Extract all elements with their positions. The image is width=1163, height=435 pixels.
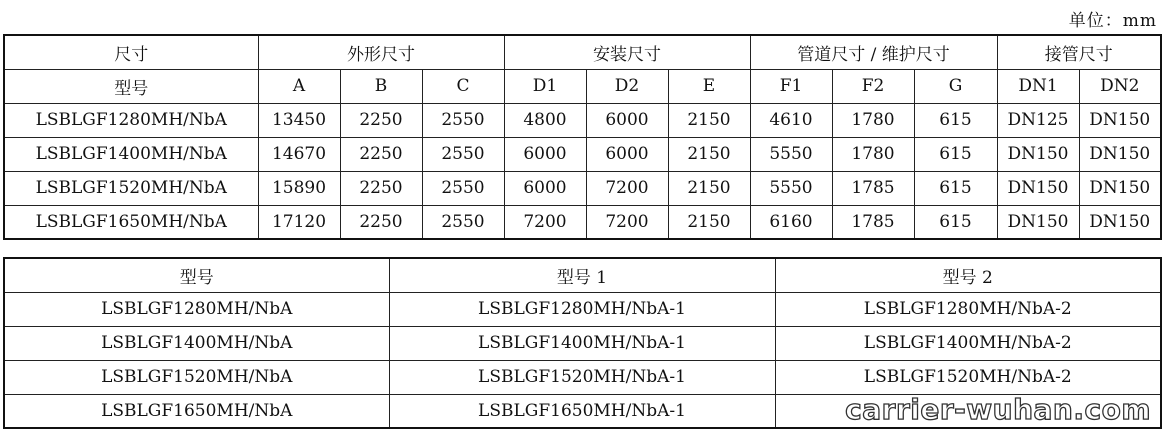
value-cell: 6000 [504, 137, 586, 171]
value-cell: 4610 [750, 103, 832, 137]
header-cell: 接管尺寸 [997, 35, 1161, 69]
header-cell: C [422, 69, 504, 103]
value-cell: 2550 [422, 137, 504, 171]
value-cell: 2550 [422, 205, 504, 239]
value-cell: 5550 [750, 171, 832, 205]
header-cell: 型号 [4, 258, 389, 292]
watermark-text: carrier-wuhan.com [845, 393, 1151, 426]
value-cell: 7200 [586, 171, 668, 205]
model-cell: LSBLGF1650MH/NbA [4, 205, 258, 239]
model-2-cell: LSBLGF1520MH/NbA-2 [775, 360, 1161, 394]
value-cell: 2150 [668, 205, 750, 239]
model-1-cell: LSBLGF1650MH/NbA-1 [389, 394, 775, 428]
model-cell: LSBLGF1520MH/NbA [4, 360, 389, 394]
model-cell: LSBLGF1280MH/NbA [4, 103, 258, 137]
header-cell: 外形尺寸 [258, 35, 504, 69]
header-cell: D1 [504, 69, 586, 103]
model-1-cell: LSBLGF1400MH/NbA-1 [389, 326, 775, 360]
header-cell: 管道尺寸 / 维护尺寸 [750, 35, 997, 69]
value-cell: 1785 [832, 171, 914, 205]
value-cell: 6000 [504, 171, 586, 205]
value-cell: DN150 [1079, 205, 1161, 239]
table-row [4, 171, 1161, 205]
value-cell: 2150 [668, 171, 750, 205]
value-cell: 14670 [258, 137, 340, 171]
header-cell: F1 [750, 69, 832, 103]
header-cell: 型号 2 [775, 258, 1161, 292]
value-cell: 7200 [504, 205, 586, 239]
model-1-cell: LSBLGF1520MH/NbA-1 [389, 360, 775, 394]
unit-label: 单位：mm [1068, 11, 1157, 31]
header-cell: F2 [832, 69, 914, 103]
header-cell: A [258, 69, 340, 103]
model-2-cell: LSBLGF1280MH/NbA-2 [775, 292, 1161, 326]
value-cell: 7200 [586, 205, 668, 239]
value-cell: 2150 [668, 137, 750, 171]
value-cell: 1785 [832, 205, 914, 239]
model-cell: LSBLGF1400MH/NbA [4, 326, 389, 360]
header-cell: B [340, 69, 422, 103]
value-cell: 2250 [340, 171, 422, 205]
value-cell: 6000 [586, 137, 668, 171]
value-cell: DN150 [997, 205, 1079, 239]
value-cell: 615 [914, 171, 997, 205]
value-cell: 13450 [258, 103, 340, 137]
header-cell: DN2 [1079, 69, 1161, 103]
value-cell: 2150 [668, 103, 750, 137]
value-cell: 2550 [422, 103, 504, 137]
value-cell: 615 [914, 103, 997, 137]
table-row [4, 292, 1161, 326]
value-cell: 2250 [340, 103, 422, 137]
table-row [4, 205, 1161, 239]
model-cell: LSBLGF1400MH/NbA [4, 137, 258, 171]
value-cell: 6000 [586, 103, 668, 137]
value-cell: 4800 [504, 103, 586, 137]
value-cell: 15890 [258, 171, 340, 205]
value-cell: DN150 [997, 137, 1079, 171]
value-cell: 615 [914, 137, 997, 171]
model-cell: LSBLGF1280MH/NbA [4, 292, 389, 326]
dimensions-header-row [4, 69, 1161, 103]
header-cell: DN1 [997, 69, 1079, 103]
header-cell: E [668, 69, 750, 103]
table-row [4, 326, 1161, 360]
value-cell: DN150 [1079, 137, 1161, 171]
models-header-row [4, 258, 1161, 292]
model-cell: LSBLGF1650MH/NbA [4, 394, 389, 428]
value-cell: 615 [914, 205, 997, 239]
value-cell: 1780 [832, 103, 914, 137]
value-cell: 1780 [832, 137, 914, 171]
header-cell: 安装尺寸 [504, 35, 750, 69]
table-row [4, 103, 1161, 137]
value-cell: 17120 [258, 205, 340, 239]
value-cell: 2550 [422, 171, 504, 205]
value-cell: 5550 [750, 137, 832, 171]
value-cell: DN150 [997, 171, 1079, 205]
header-cell: 型号 1 [389, 258, 775, 292]
value-cell: DN150 [1079, 103, 1161, 137]
table-row [4, 360, 1161, 394]
model-2-cell: LSBLGF1400MH/NbA-2 [775, 326, 1161, 360]
table-row [4, 137, 1161, 171]
model-1-cell: LSBLGF1280MH/NbA-1 [389, 292, 775, 326]
dimensions-table [3, 34, 1162, 240]
model-cell: LSBLGF1520MH/NbA [4, 171, 258, 205]
header-cell: 型号 [4, 69, 258, 103]
value-cell: 2250 [340, 137, 422, 171]
value-cell: DN150 [1079, 171, 1161, 205]
value-cell: 6160 [750, 205, 832, 239]
value-cell: 2250 [340, 205, 422, 239]
dimensions-header-group-row [4, 35, 1161, 69]
header-cell: G [914, 69, 997, 103]
header-cell: 尺寸 [4, 35, 258, 69]
header-cell: D2 [586, 69, 668, 103]
value-cell: DN125 [997, 103, 1079, 137]
